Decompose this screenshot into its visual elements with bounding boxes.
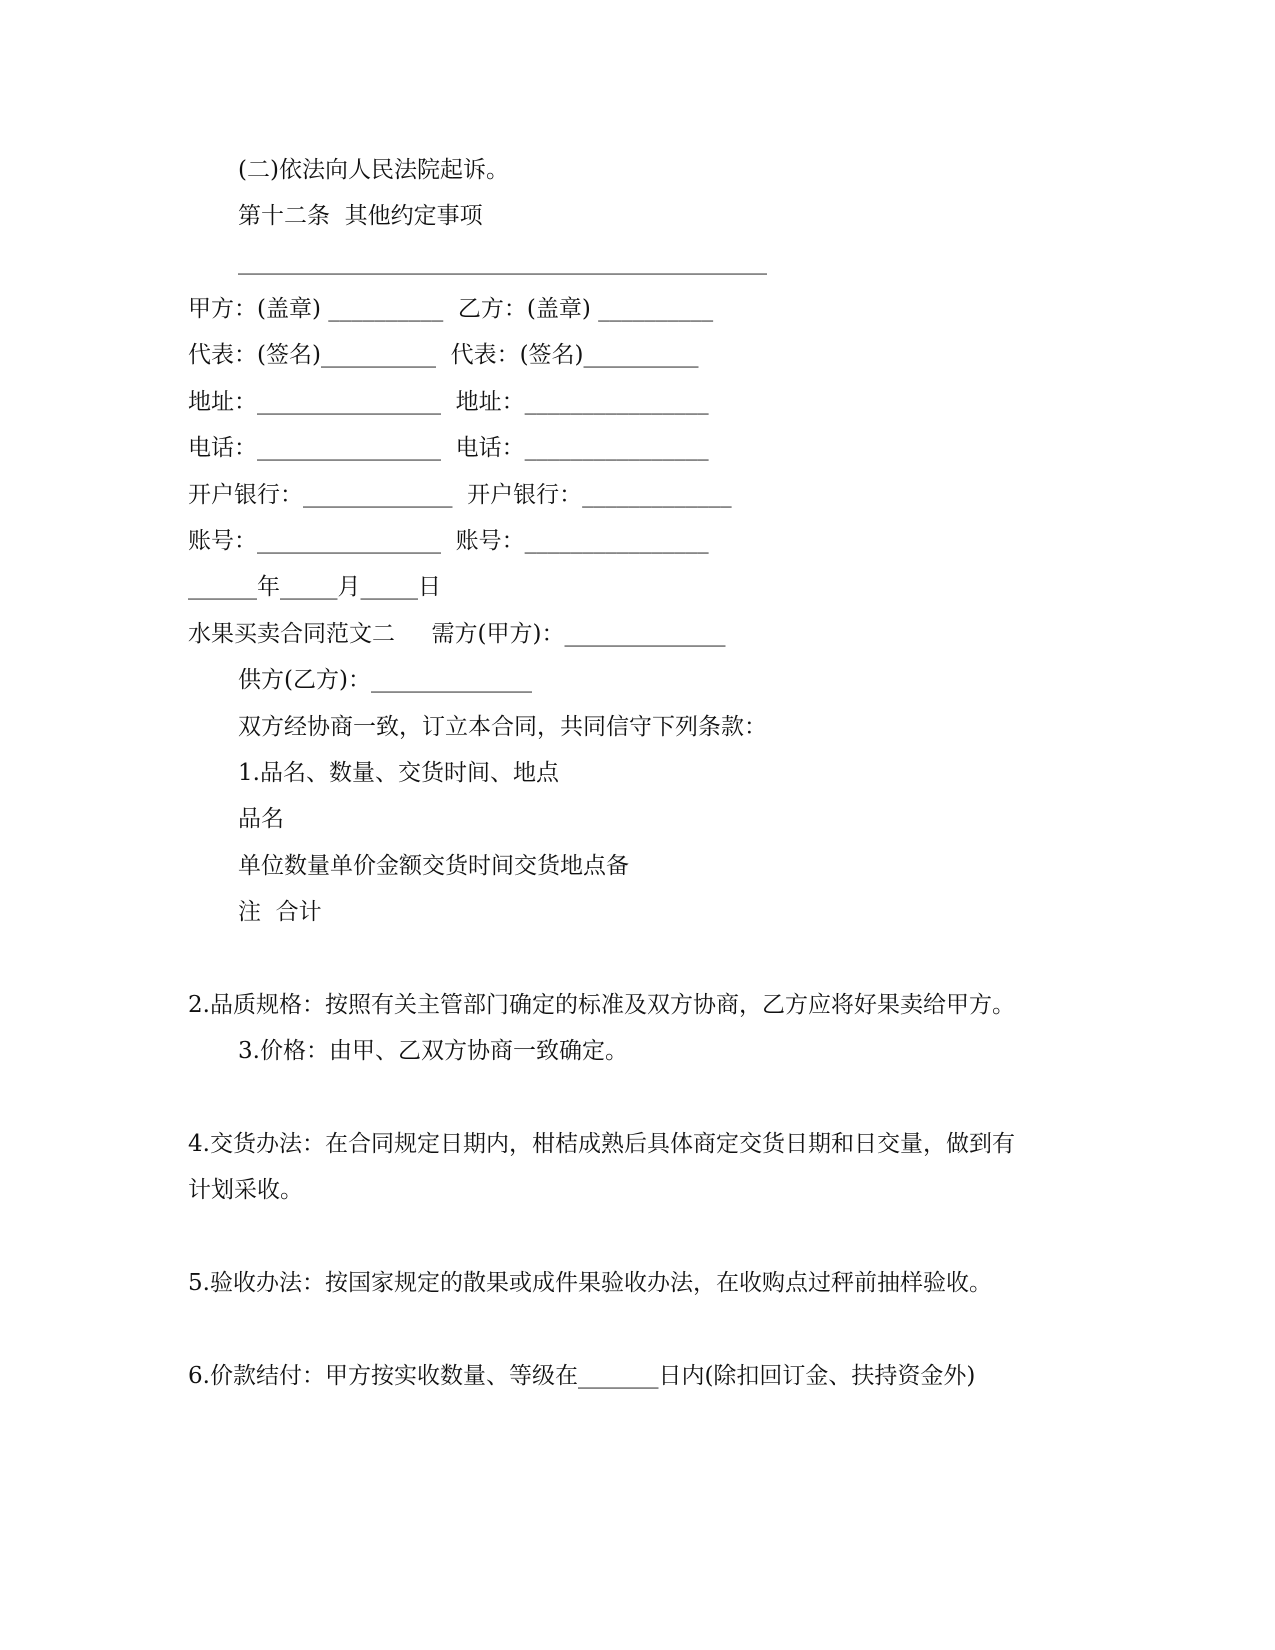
clause-1-columns: 单位数量单价金额交货时间交货地点备 — [238, 853, 629, 879]
clause-6-payment: 6.价款结付：甲方按实收数量、等级在_______日内(除扣回订金、扶持资金外) — [188, 1363, 976, 1389]
clause-2-quality: 2.品质规格：按照有关主管部门确定的标准及双方协商，乙方应将好果卖给甲方。 — [188, 992, 1015, 1018]
supplier-line: 供方(乙方)：______________ — [238, 667, 532, 693]
clause-1-heading: 1.品名、数量、交货时间、地点 — [238, 760, 559, 786]
address-line: 地址：________________ 地址：________________ — [188, 389, 709, 415]
phone-line: 电话：________________ 电话：________________ — [188, 435, 709, 461]
clause-1-notes-total: 注 合计 — [238, 899, 322, 925]
text-line-litigation: (二)依法向人民法院起诉。 — [238, 157, 509, 183]
account-line: 账号：________________ 账号：________________ — [188, 528, 709, 554]
bank-line: 开户银行：_____________ 开户银行：_____________ — [188, 482, 732, 508]
clause-3-price: 3.价格：由甲、乙双方协商一致确定。 — [238, 1038, 628, 1064]
other-terms-blank-line: ______________________________________________ — [238, 249, 767, 275]
party-seal-line: 甲方：(盖章) __________ 乙方：(盖章) __________ — [188, 296, 714, 322]
agreement-intro: 双方经协商一致，订立本合同，共同信守下列条款： — [238, 714, 767, 740]
clause-4-delivery-cont: 计划采收。 — [188, 1177, 303, 1203]
article-12-heading: 第十二条 其他约定事项 — [238, 203, 483, 229]
contract-title-buyer-line: 水果买卖合同范文二 需方(甲方)：______________ — [188, 621, 726, 647]
date-line: ______年_____月_____日 — [188, 574, 441, 600]
clause-4-delivery: 4.交货办法：在合同规定日期内，柑桔成熟后具体商定交货日期和日交量，做到有 — [188, 1131, 1015, 1157]
representative-signature-line: 代表：(签名)__________ 代表：(签名)__________ — [188, 342, 699, 368]
clause-5-inspection: 5.验收办法：按国家规定的散果或成件果验收办法，在收购点过秤前抽样验收。 — [188, 1270, 992, 1296]
clause-1-product-name: 品名 — [238, 806, 284, 832]
